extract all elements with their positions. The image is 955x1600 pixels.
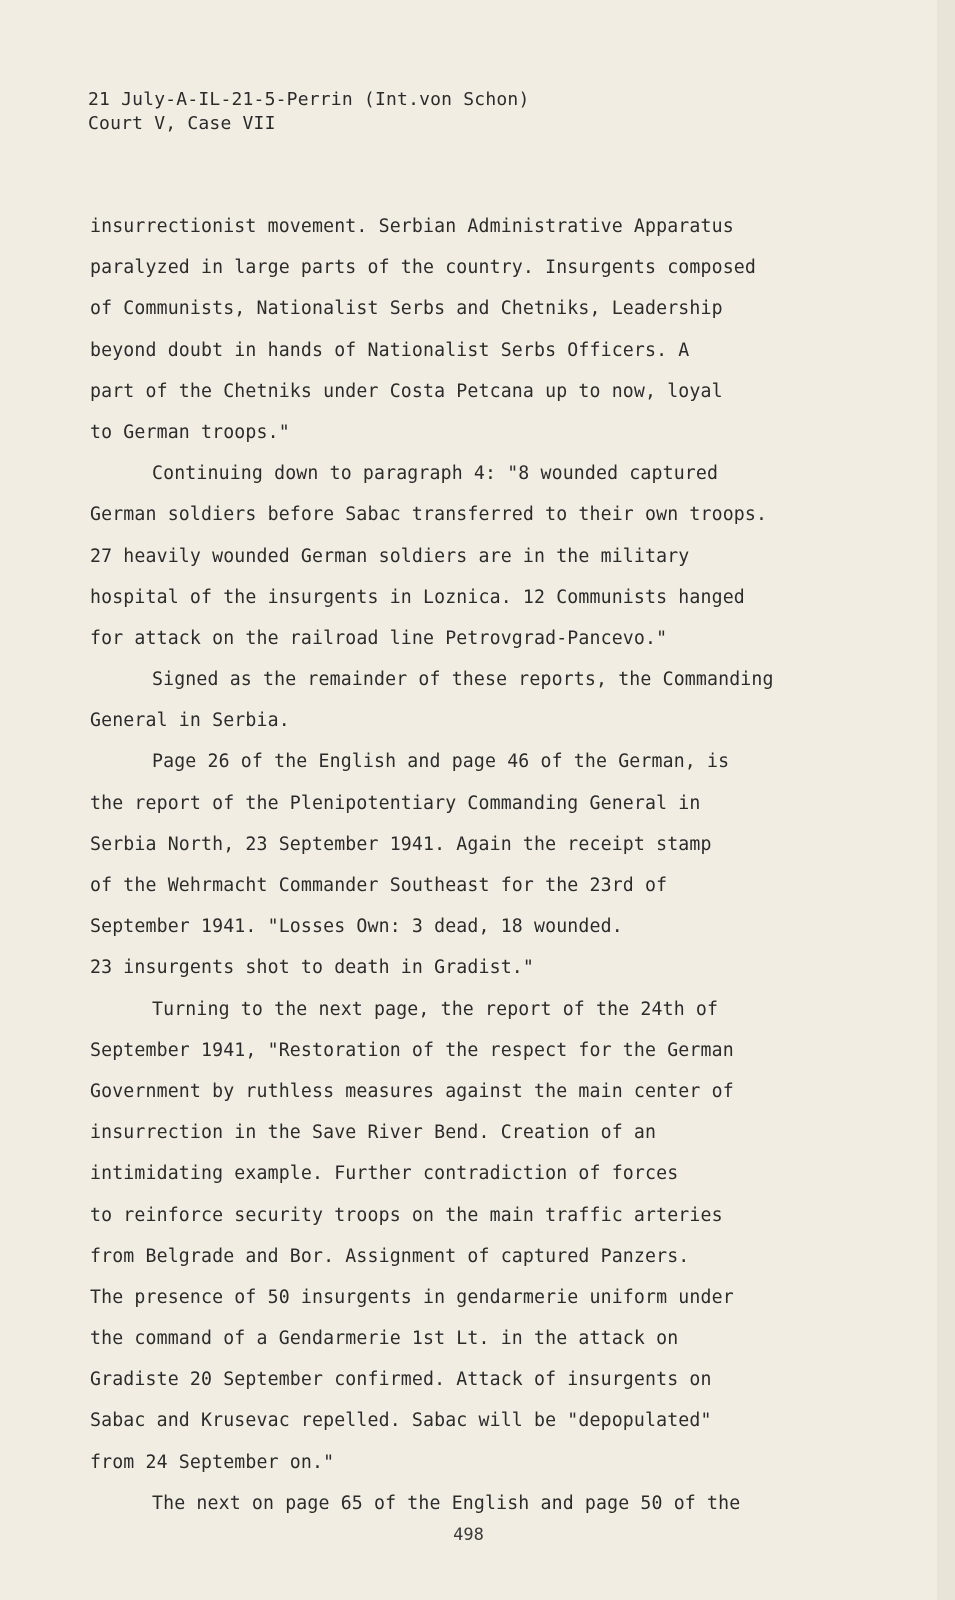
text-line: Turning to the next page, the report of the 24th of bbox=[152, 998, 719, 1020]
text-line: German soldiers before Sabac transferred to their own troops. bbox=[90, 504, 768, 526]
text-line: Continuing down to paragraph 4: "8 wounded captured bbox=[152, 463, 719, 485]
header-reference-line: 21 July-A-IL-21-5-Perrin (Int.von Schon) bbox=[88, 89, 530, 110]
text-line: Government by ruthless measures against the main center of bbox=[90, 1080, 734, 1102]
text-line: intimidating example. Further contradiction of forces bbox=[90, 1163, 679, 1185]
text-line: Signed as the remainder of these reports, the Commanding bbox=[152, 669, 774, 691]
text-line: to German troops." bbox=[90, 421, 290, 443]
page-number: 498 bbox=[453, 1525, 484, 1545]
text-line: Sabac and Krusevac repelled. Sabac will be "depopulated" bbox=[90, 1410, 712, 1432]
header-court-line: Court V, Case VII bbox=[88, 113, 276, 134]
text-line: The next on page 65 of the English and page 50 of the bbox=[152, 1492, 741, 1514]
text-line: of Communists, Nationalist Serbs and Chetniks, Leadership bbox=[90, 298, 723, 320]
text-line: for attack on the railroad line Petrovgrad-Pancevo." bbox=[90, 627, 668, 649]
text-line: of the Wehrmacht Commander Southeast for the 23rd of bbox=[90, 875, 668, 896]
text-line: Page 26 of the English and page 46 of the German, is bbox=[152, 751, 730, 773]
text-line: September 1941. "Losses Own: 3 dead, 18 wounded. bbox=[90, 916, 623, 938]
text-line: paralyzed in large parts of the country. Insurgents composed bbox=[90, 257, 756, 279]
text-line: from Belgrade and Bor. Assignment of captured Panzers. bbox=[90, 1245, 690, 1267]
text-line: Serbia North, 23 September 1941. Again the receipt stamp bbox=[90, 833, 712, 855]
text-line: 23 insurgents shot to death in Gradist." bbox=[90, 957, 534, 979]
text-line: Gradiste 20 September confirmed. Attack of insurgents on bbox=[90, 1369, 712, 1391]
text-line: insurrectionist movement. Serbian Administrative Apparatus bbox=[90, 216, 734, 237]
text-line: September 1941, "Restoration of the respect for the German bbox=[90, 1039, 734, 1061]
text-line: hospital of the insurgents in Loznica. 12 Communists hanged bbox=[90, 586, 745, 608]
text-line: part of the Chetniks under Costa Petcana up to now, loyal bbox=[90, 380, 723, 402]
text-line: beyond doubt in hands of Nationalist Serbs Officers. A bbox=[90, 339, 690, 361]
text-line: The presence of 50 insurgents in gendarmerie uniform under bbox=[90, 1286, 734, 1308]
text-line: insurrection in the Save River Bend. Creation of an bbox=[90, 1122, 657, 1144]
text-line: the command of a Gendarmerie 1st Lt. in the attack on bbox=[90, 1328, 679, 1350]
text-line: General in Serbia. bbox=[90, 710, 290, 732]
text-line: the report of the Plenipotentiary Commanding General in bbox=[90, 792, 701, 814]
text-line: 27 heavily wounded German soldiers are in the military bbox=[90, 545, 690, 567]
transcript-body bbox=[90, 206, 860, 1524]
text-line: to reinforce security troops on the main traffic arteries bbox=[90, 1204, 723, 1226]
document-header bbox=[88, 88, 529, 136]
text-line: from 24 September on." bbox=[90, 1451, 335, 1473]
